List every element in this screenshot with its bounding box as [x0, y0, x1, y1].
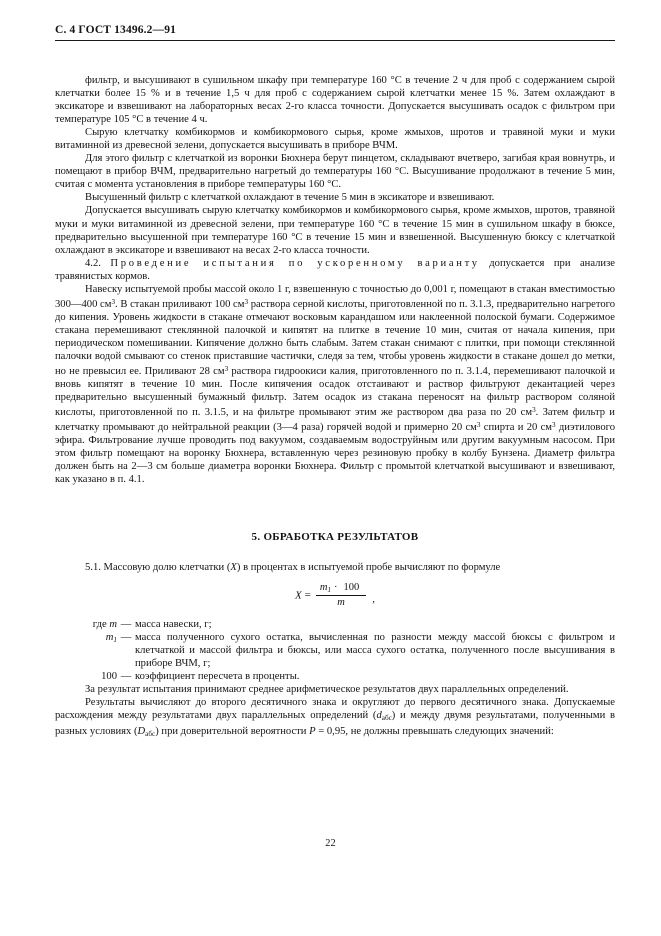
clause-number: 4.2.	[85, 257, 101, 269]
variable-p: P	[309, 725, 316, 737]
paragraph: Для этого фильтр с клетчаткой из воронки Бюхнера берут пинцетом, складывают вчетверо, загибая края вовнутрь, и помещают в прибор ВЧМ, предварительно нагретый до температуры 160 °С. Высушивание продолжают в течение 5 мин, считая с момента установления в приборе температуры 160 °С.	[55, 153, 615, 191]
page-number: 22	[325, 838, 336, 849]
definition-text: коэффициент пересчета в проценты.	[135, 670, 300, 682]
definition-dash: —	[120, 670, 132, 682]
superscript-three: 3	[552, 421, 556, 430]
formula-definition-list	[55, 618, 615, 683]
definition-row	[55, 670, 615, 683]
definition-symbol-subscript: 1	[113, 635, 117, 644]
formula-denominator: m	[337, 596, 345, 608]
formula-lhs: X	[294, 589, 302, 602]
paragraph: За результат испытания принимают среднее арифметическое результатов двух параллельных определений.	[85, 683, 569, 695]
formula-block	[55, 574, 615, 618]
definition-dash: —	[120, 631, 132, 643]
clause-spaced-title: Проведение испытания по ускоренному варианту	[110, 257, 480, 269]
paragraph: Сырую клетчатку комбикормов и комбикормового сырья, кроме жмыхов, шротов и травяной муки и муки витаминной из древесной зелени, допускается высушивать в приборе ВЧМ.	[55, 127, 615, 152]
definition-dash: —	[120, 618, 132, 630]
definition-term: 100	[101, 670, 117, 682]
superscript-three: 3	[532, 406, 536, 415]
formula-numerator-subscript: 1	[327, 585, 332, 594]
definition-term	[55, 618, 117, 631]
clause-tail: допускается при анализе травянистых кормов.	[55, 257, 615, 282]
definition-text: масса навески, г;	[135, 618, 212, 630]
clause-5-1-intro: 5.1. Массовую долю клетчатки (X) в процентах в испытуемой пробе вычисляют по формуле	[85, 561, 501, 573]
variable-D-abs: D	[137, 725, 146, 737]
superscript-three: 3	[244, 297, 249, 306]
formula-numerator-operator: ·	[334, 581, 338, 593]
paragraph: Высушенный фильтр с клетчаткой охлаждают в течение 5 мин в эксикаторе и взвешивают.	[85, 192, 495, 204]
clause-4-2	[55, 257, 615, 283]
formula-numerator	[316, 582, 366, 596]
formula-fraction	[316, 582, 366, 608]
formula-numerator-constant: 100	[343, 581, 360, 593]
formula-numerator-variable: m	[319, 581, 328, 593]
where-label: где	[92, 618, 107, 630]
superscript-three: 3	[111, 297, 116, 306]
definition-symbol: m	[105, 631, 114, 643]
definition-row	[55, 631, 615, 670]
subscript-abs: абс	[145, 729, 156, 738]
superscript-three: 3	[476, 421, 481, 430]
superscript-three: 3	[224, 365, 229, 374]
paragraph: фильтр, и высушивают в сушильном шкафу при температуре 160 °С в течение 2 ч для проб с содержанием сырой клетчатки более 15 % и в течение 1,5 ч для проб с содержанием сырой клетчатки менее 15 %. Затем охлаждают в эксикаторе и взвешивают на лабораторных весах 2-го класса точности. Допускается высушивать осадок с фильтром при температуре 105 °С в течение 4 ч.	[55, 75, 615, 126]
formula-equals: =	[304, 589, 311, 602]
definition-symbol: m	[109, 618, 117, 630]
paragraph: Результаты вычисляют до второго десятичного знака и округляют до первого десятичного знака. Допускаемые расхождения между результатами двух параллельных определений $(d_{абс})$ и между двумя результатами, полученными в разных условиях $(D_{абс})$ при доверительной вероятности P = 0,95, не должны превышать следующих значений:	[55, 696, 616, 738]
definition-term	[55, 631, 117, 647]
definition-row	[55, 618, 615, 631]
formula-trailing-punctuation: ,	[372, 593, 376, 606]
definition-text: масса полученного сухого остатка, вычисленная по разности между массой бюксы с фильтром и клетчаткой и массой фильтра и бюксы, или масса сухого остатка, полученного после высушивания в приборе ВЧМ, г;	[135, 631, 615, 669]
variable-x: X	[230, 561, 237, 573]
section-spacer-bottom	[55, 543, 615, 561]
subscript-abs: абс	[381, 713, 392, 722]
paragraph: Допускается высушивать сырую клетчатку комбикормов и комбикормового сырья, кроме жмыхов, шротов, травяной муки и муки витаминной из древесной зелени, при температуре 160 °С в течение 15 мин в сушильном шкафу в бюксе, предварительно высушенной при температуре 160 °С в течение 15 мин и взвешенной. Высушенную бюксу с клетчаткой охлаждают в эксикаторе и взвешивают на весах 2-го класса точности.	[55, 205, 615, 256]
section-spacer-top	[55, 487, 615, 531]
header-rule	[55, 40, 615, 41]
paragraph: Навеску испытуемой пробы массой около 1 г, взвешенную с точностью до 0,001 г, помещают в стакан вместимостью 300—400 $см^3$. В стакан приливают 100 $см^3$ раствора серной кислоты, приготовленной по п. 3.1.3, предварительно нагретого до кипения. Уровень жидкости в стакане отмечают восковым карандашом или наклеенной полоской бумаги. Содержимое стакана перемешивают стеклянной палочкой и кипятят на плитке в течение 10 мин, считая от начала кипения, при периодическом помешивании. Кипячение должно быть слабым. Затем стакан снимают с плитки, при помощи стеклянной палочки водой смывают со стенок приставшие частички, следя за тем, чтобы уровень жидкости в стакане дошел до метки, но не превысил ее. Приливают 28 $см^3$ раствора гидроокиси калия, приготовленного по п. 3.1.4, перемешивают палочкой и вновь кипятят в течение 10 мин. После кипячения осадок отстаивают и раствор фильтруют декантацией через предварительно высушенный бумажный фильтр. Затем осадок из стакана переносят на фильтр раствором соляной кислоты, приготовленной по п. 3.1.5, и на фильтре промывают этим же раствором два раза по 20 $см^3$. Затем фильтр и клетчатку промывают до нейтральной реакции (3—4 раза) горячей водой и примерно 20 $см^3$ спирта и 20 $см^3$ диэтилового эфира. Фильтрование лучше проводить под вакуумом, создаваемым водоструйным или другим вакуумным насосом. При этом фильтр помещают на воронку Бюхнера, вставленную через резиновую пробку в колбу Бунзена. Диаметр фильтра должен быть на 2—3 см больше диаметра воронки Бюхнера. Фильтр с промытой клетчаткой высушивают и взвешивают, как указано в п. 4.1.	[55, 283, 616, 486]
variable-d-abs: d	[376, 709, 382, 721]
section-heading: 5. ОБРАБОТКА РЕЗУЛЬТАТОВ	[251, 530, 419, 543]
formula-fiber-mass-fraction	[295, 583, 375, 609]
page-content	[55, 74, 615, 741]
running-head: С. 4 ГОСТ 13496.2—91	[55, 24, 177, 36]
